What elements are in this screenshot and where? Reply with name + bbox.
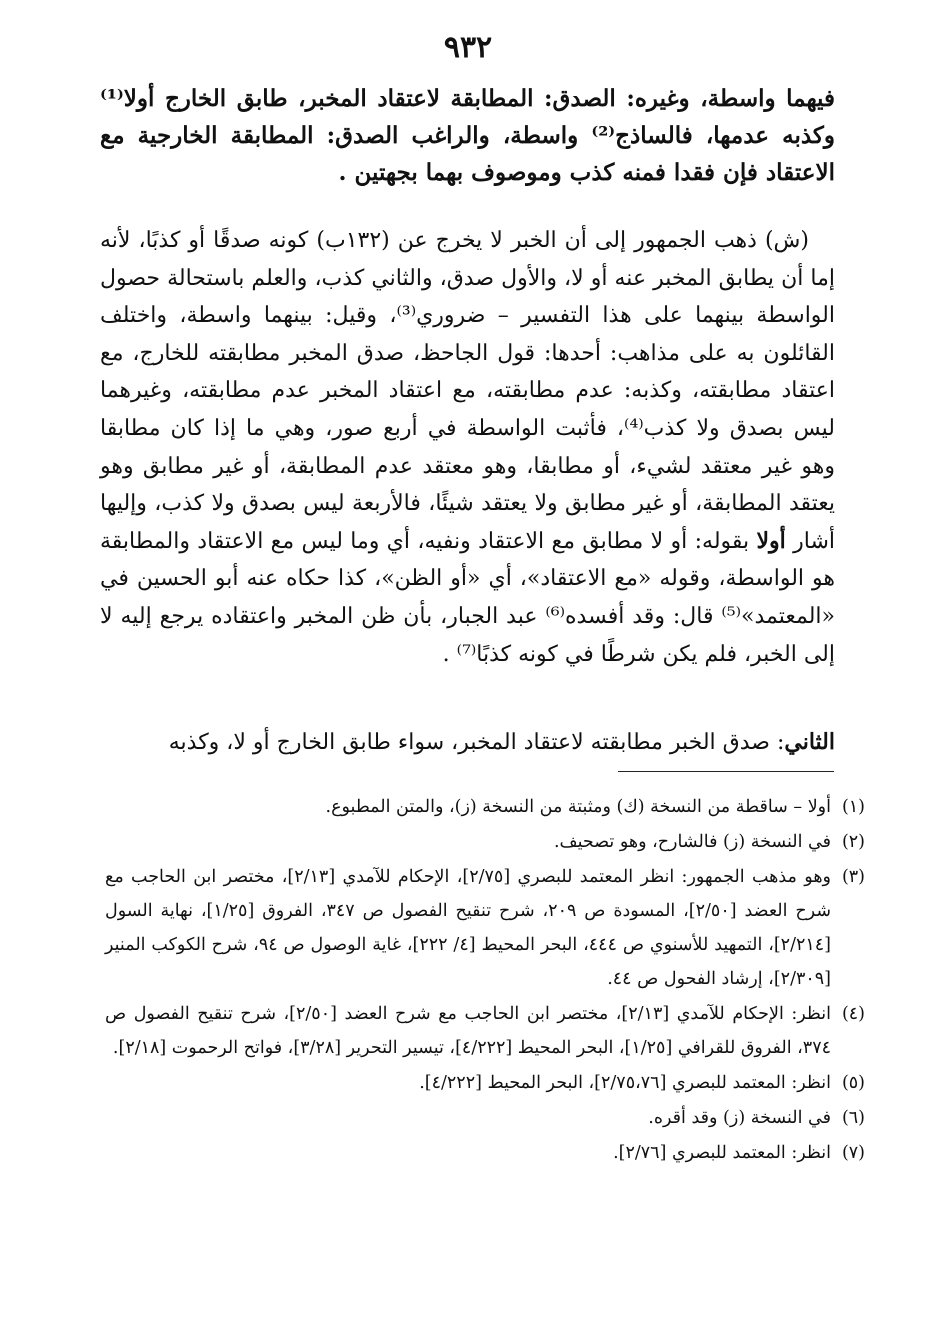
footnote-text: في النسخة (ز) فالشارح، وهو تصحيف.	[553, 832, 831, 852]
footnote-text: أولا – ساقطة من النسخة (ك) ومثبتة من النسخة (ز)، والمتن المطبوع.	[325, 797, 831, 817]
footnote	[105, 1101, 865, 1135]
footnote-number: (٢)	[841, 832, 865, 852]
footnote-text: انظر: المعتمد للبصري [٢/٧٥،٧٦]، البحر المحيط [٤/٢٢٢].	[419, 1073, 831, 1093]
sharh-text-part-a: (ش) ذهب الجمهور إلى أن الخبر لا يخرج عن (١٣٢ب) كونه صدقًا أو كذبًا، لأنه إما أن يطابق المخبر عنه أو لا، والأول صدق، والثاني كذب، والعلم باستحالة حصول الواسطة بينهما على هذا التفسير – ضروري⁽³⁾، وقيل: بينهما واسطة، واختلف القائلون به على مذاهب: أحدها: قول الجاحظ، صدق المخبر مطابقته للخارج، مع اعتقاد مطابقته، وكذبه: عدم مطابقته، مع اعتقاد المخبر عدم مطابقته، وغيرهما ليس بصدق ولا كذب⁽⁴⁾، فأثبت الواسطة في أربع صور، وهي ما إذا كان مطابقا وهو غير معتقد لشيء، أو مطابقا، وهو معتقد عدم المطابقة، أو غير مطابق وهو يعتقد المطابقة، أو غير مطابق ولا يعتقد شيئًا، فالأربعة ليس بصدق ولا كذب، وإليها أشار	[100, 228, 835, 554]
sharh-bold-word: أولا	[756, 527, 786, 554]
footnote	[105, 825, 865, 859]
sharh-paragraph	[100, 222, 835, 673]
second-opinion-body: : صدق الخبر مطابقته لاعتقاد المخبر، سواء طابق الخارج أو لا، وكذبه	[168, 730, 785, 755]
footnote-number: (٦)	[841, 1108, 865, 1128]
footnote	[105, 997, 865, 1065]
footnote-separator	[618, 771, 834, 772]
sharh-text-part-b: بقوله: أو لا مطابق مع الاعتقاد ونفيه، أي وما ليس مع الاعتقاد والمطابقة هو الواسطة، وقوله «مع الاعتقاد»، أي «أو الظن»، كذا حكاه عنه أبو الحسين في «المعتمد»⁽⁵⁾ قال: وقد أفسده⁽⁶⁾ عبد الجبار، بأن ظن المخبر واعتقاده يرجع إليه لا إلى الخبر، فلم يكن شرطًا في كونه كذبًا⁽⁷⁾ .	[100, 528, 836, 667]
footnote-number: (٤)	[841, 1004, 865, 1024]
sharh-text	[100, 222, 835, 673]
footnote	[105, 1136, 865, 1170]
second-opinion-paragraph	[100, 724, 835, 761]
footnote-text: وهو مذهب الجمهور: انظر المعتمد للبصري [٢/٧٥]، الإحكام للآمدي [٢/١٣]، مختصر ابن الحاجب مع شرح العضد [٢/٥٠]، المسودة ص ٢٠٩، شرح تنقيح الفصول ص ٣٤٧، الفروق [١/٢٥]، نهاية السول [٢/٢١٤]، التمهيد للأسنوي ص ٤٤٤، البحر المحيط [٤/ ٢٢٢]، غاية الوصول ص ٩٤، شرح الكوكب المنير [٢/٣٠٩]، إرشاد الفحول ص ٤٤.	[105, 867, 831, 989]
footnote	[105, 1066, 865, 1100]
footnote-number: (٥)	[841, 1073, 865, 1093]
footnotes	[105, 790, 865, 1171]
footnote-number: (٣)	[841, 867, 865, 887]
footnote	[105, 860, 865, 996]
footnote-text: في النسخة (ز) وقد أقره.	[648, 1108, 831, 1128]
matn-paragraph	[100, 80, 835, 191]
matn-text: فيهما واسطة، وغيره: الصدق: المطابقة لاعتقاد المخبر، طابق الخارج أولا⁽¹⁾ وكذبه عدمها، فالساذج⁽²⁾ واسطة، والراغب الصدق: المطابقة الخارجية مع الاعتقاد فإن فقدا فمنه كذب وموصوف بهما بجهتين .	[100, 85, 835, 186]
second-opinion-text	[100, 724, 835, 761]
page-number: ٩٣٢	[443, 30, 493, 65]
footnote	[105, 790, 865, 824]
footnote-text: انظر: المعتمد للبصري [٢/٧٦].	[613, 1143, 831, 1163]
second-opinion-label: الثاني	[784, 729, 835, 755]
footnote-number: (١)	[841, 797, 865, 817]
footnote-text: انظر: الإحكام للآمدي [٢/١٣]، مختصر ابن الحاجب مع شرح العضد [٢/٥٠]، شرح تنقيح الفصول ص ٣٧٤، الفروق للقرافي [١/٢٥]، البحر المحيط [٤/٢٢٢]، تيسير التحرير [٣/٢٨]، فواتح الرحموت [٢/١٨].	[105, 1004, 831, 1058]
footnote-number: (٧)	[841, 1143, 865, 1163]
